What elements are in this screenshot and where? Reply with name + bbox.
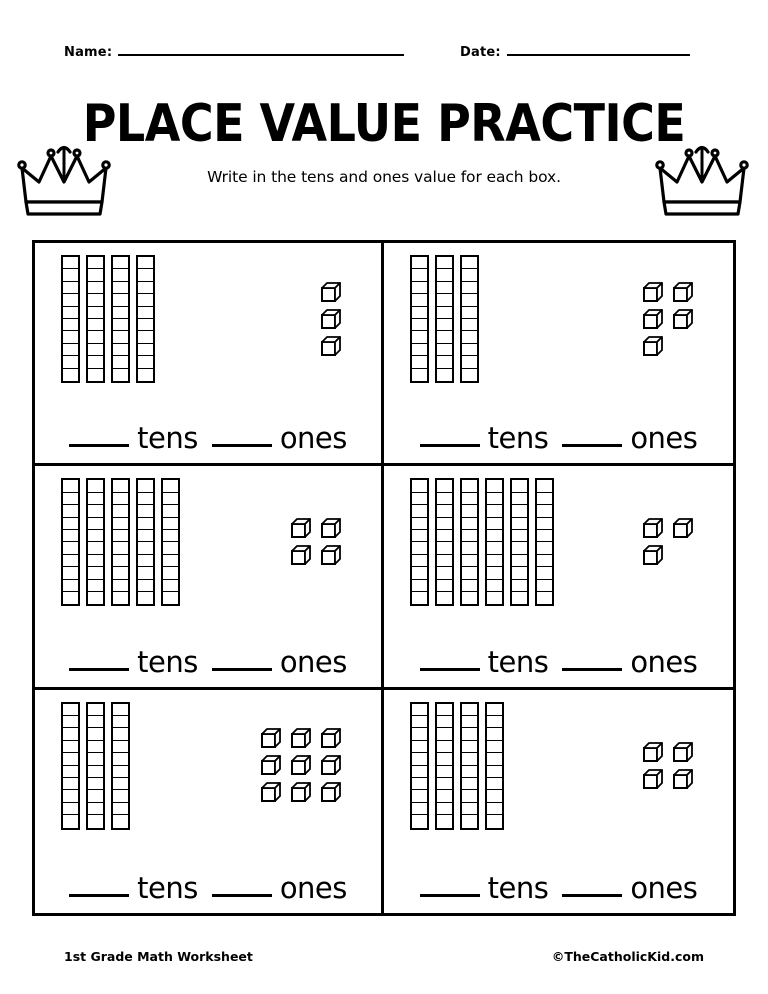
one-cube [261,755,281,776]
ten-rod [111,478,130,606]
one-cube [643,309,663,330]
ones-label: ones [630,870,698,905]
tens-answer-line[interactable] [69,440,129,447]
tens-label: tens [487,870,549,905]
tens-answer [69,870,198,905]
ones-answer [562,421,698,456]
ones-label: ones [630,644,698,679]
tens-answer [420,644,549,679]
ten-rod [435,255,454,383]
ten-rod [61,702,80,830]
one-cube [643,518,663,539]
tens-answer [420,421,549,456]
ones-answer [212,644,347,679]
problem-cell [384,690,733,913]
one-cube [643,769,663,790]
ten-rod [460,478,479,606]
one-cube [321,309,341,330]
name-label: Name: [64,45,113,60]
page-title: PLACE VALUE PRACTICE [82,92,686,154]
one-cube [673,518,693,539]
tens-answer-line[interactable] [420,440,480,447]
ones-answer-line[interactable] [562,890,622,897]
date-label: Date: [460,45,501,60]
ones-answer [212,421,347,456]
one-cube [643,336,663,357]
answer-row [384,421,733,456]
tens-answer [69,644,198,679]
tens-answer-line[interactable] [420,890,480,897]
one-cube [261,782,281,803]
ten-rod [86,702,105,830]
ten-rod [86,478,105,606]
answer-row [35,421,381,456]
tens-answer [420,870,549,905]
ten-rod [136,255,155,383]
ten-rod [435,478,454,606]
tens-label: tens [487,644,549,679]
ten-rod [410,255,429,383]
one-cube [321,782,341,803]
ten-rod [136,478,155,606]
ones-label: ones [279,870,347,905]
one-cube [291,728,311,749]
footer-left-text: 1st Grade Math Worksheet [64,949,253,964]
ten-rod [535,478,554,606]
footer-right-text: ©TheCatholicKid.com [551,949,704,964]
tens-rods [410,478,554,606]
tens-rods [410,255,479,383]
ones-label: ones [279,421,347,456]
one-cube [643,742,663,763]
title-area [0,92,768,187]
ten-rod [435,702,454,830]
ones-answer [212,870,347,905]
name-date-row [64,42,704,66]
ten-rod [460,702,479,830]
tens-answer-line[interactable] [69,890,129,897]
tens-rods [61,255,155,383]
base-ten-blocks [384,466,733,618]
problem-cell [35,466,384,689]
one-cube [321,755,341,776]
one-cube [673,769,693,790]
base-ten-blocks [384,690,733,842]
tens-answer-line[interactable] [69,664,129,671]
ten-rod [161,478,180,606]
ten-rod [61,478,80,606]
ten-rod [111,702,130,830]
ones-label: ones [630,421,698,456]
tens-label: tens [137,870,198,905]
one-cube [291,545,311,566]
ones-answer [562,644,698,679]
one-cube [321,336,341,357]
ones-cubes [291,518,341,566]
one-cube [291,782,311,803]
one-cube [643,282,663,303]
ones-answer-line[interactable] [212,664,272,671]
tens-label: tens [487,421,549,456]
ten-rod [86,255,105,383]
tens-rods [410,702,504,830]
ten-rod [510,478,529,606]
tens-label: tens [137,421,198,456]
tens-rods [61,702,130,830]
date-input-line[interactable] [507,42,690,56]
ones-cubes [261,728,341,803]
tens-answer [69,421,198,456]
one-cube [291,755,311,776]
ten-rod [485,702,504,830]
ten-rod [460,255,479,383]
ten-rod [485,478,504,606]
ten-rod [410,702,429,830]
one-cube [673,742,693,763]
name-input-line[interactable] [118,42,404,56]
answer-row [384,644,733,679]
problem-cell [35,243,384,466]
ten-rod [61,255,80,383]
answer-row [384,870,733,905]
one-cube [321,545,341,566]
problem-cell [384,243,733,466]
one-cube [291,518,311,539]
ones-cubes [321,282,341,357]
tens-label: tens [137,644,198,679]
problem-cell [384,466,733,689]
ones-answer [562,870,698,905]
ones-answer-line[interactable] [212,440,272,447]
ten-rod [410,478,429,606]
one-cube [643,545,663,566]
page-subtitle: Write in the tens and ones value for each box. [207,168,561,187]
answer-row [35,870,381,905]
one-cube [673,282,693,303]
problem-cell [35,690,384,913]
one-cube [261,728,281,749]
one-cube [321,518,341,539]
problem-grid [32,240,736,916]
tens-rods [61,478,180,606]
footer [64,949,704,964]
tens-answer-line[interactable] [420,664,480,671]
base-ten-blocks [35,243,381,395]
ones-cubes [643,518,693,566]
base-ten-blocks [35,466,381,618]
name-field-group [64,42,404,60]
answer-row [35,644,381,679]
one-cube [321,282,341,303]
ones-cubes [643,282,693,357]
ones-answer-line[interactable] [212,890,272,897]
ones-label: ones [279,644,347,679]
ones-cubes [643,742,693,790]
date-field-group [460,42,690,60]
base-ten-blocks [35,690,381,842]
base-ten-blocks [384,243,733,395]
ones-answer-line[interactable] [562,440,622,447]
ones-answer-line[interactable] [562,664,622,671]
one-cube [321,728,341,749]
ten-rod [111,255,130,383]
one-cube [673,309,693,330]
